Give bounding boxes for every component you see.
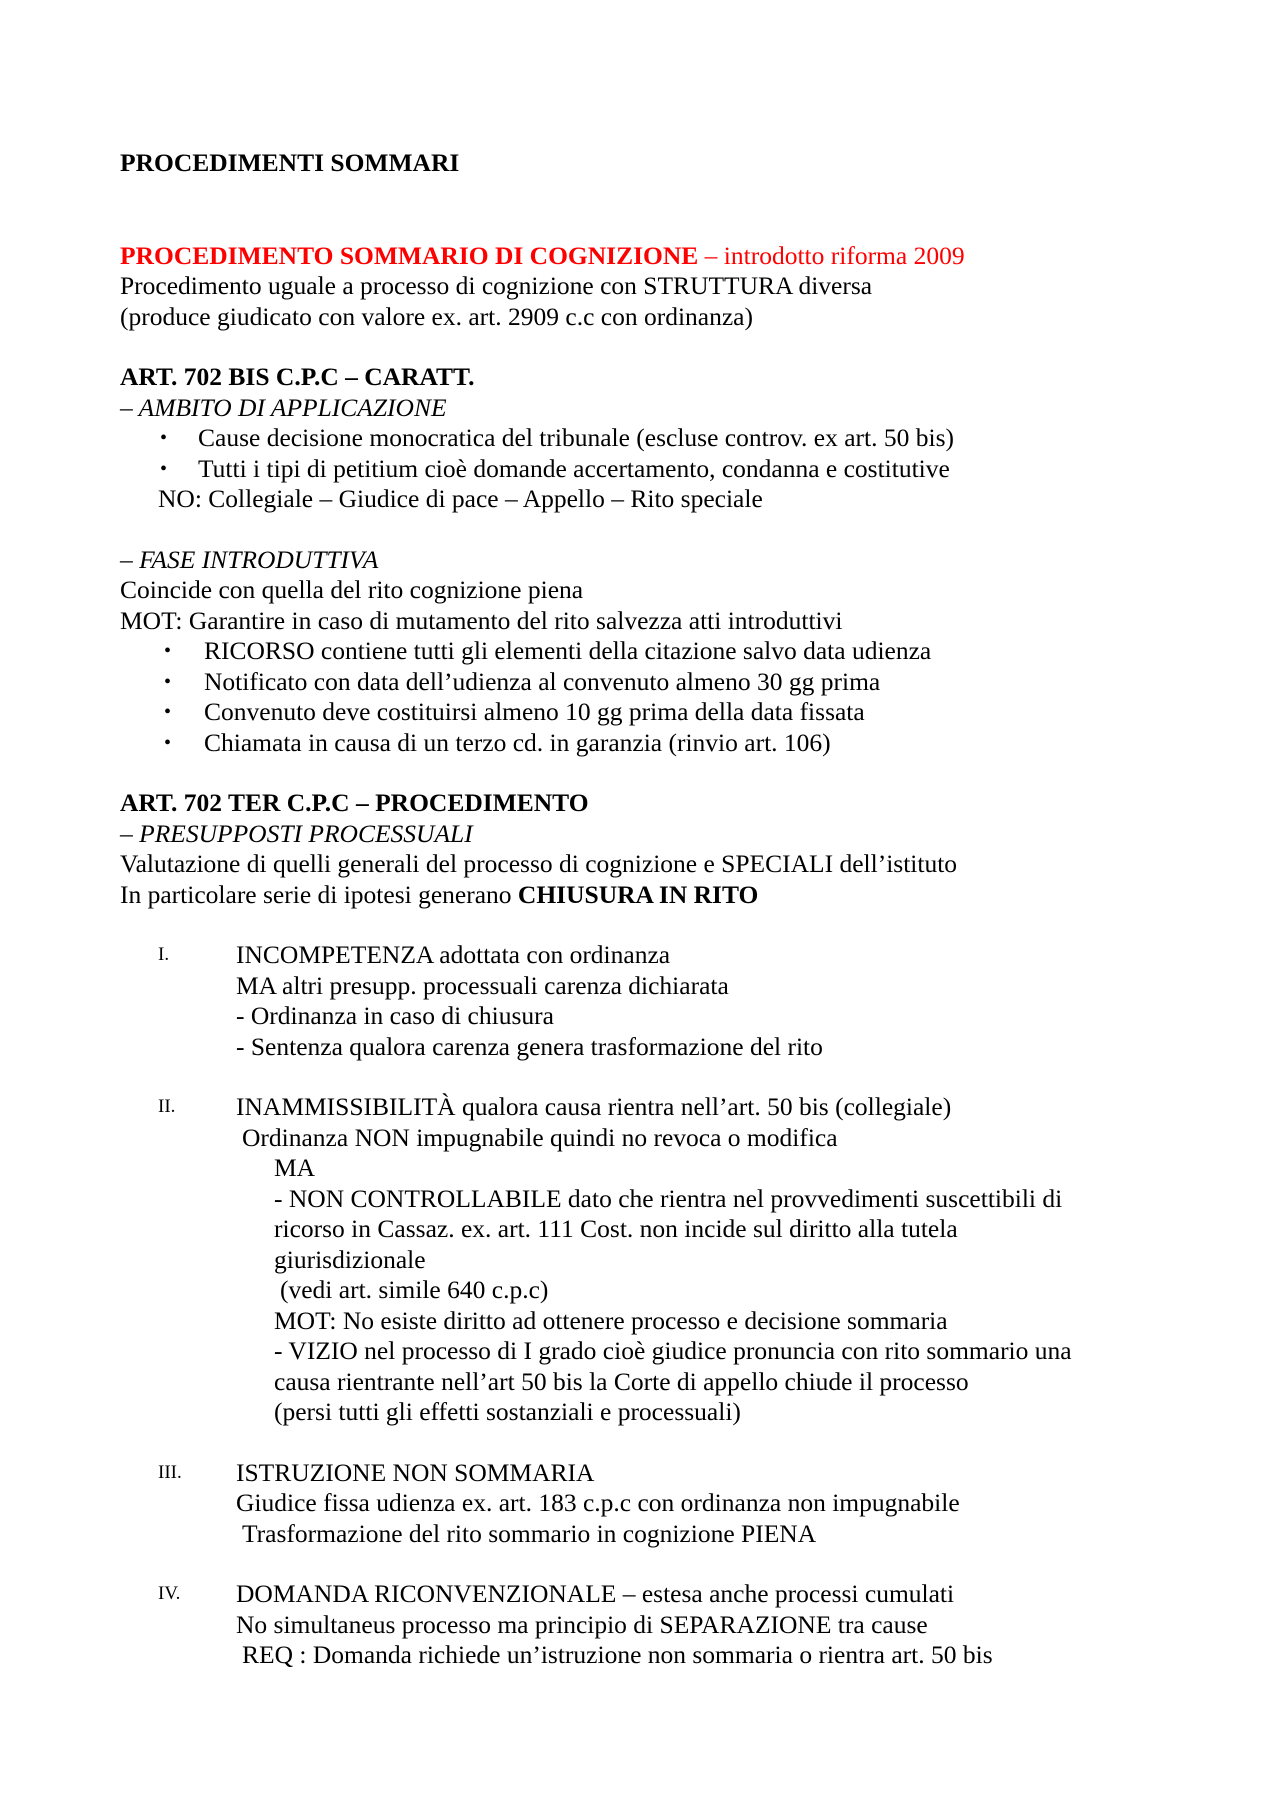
list-item-text: Cause decisione monocratica del tribunale (escluse controv. ex art. 50 bis) <box>198 423 954 452</box>
list-item <box>120 423 1160 454</box>
text-line: - Sentenza qualora carenza genera trasformazione del rito <box>236 1031 823 1061</box>
text-line: giurisdizionale <box>274 1244 426 1274</box>
text-line: REQ : Domanda richiede un’istruzione non sommaria o rientra art. 50 bis <box>242 1640 993 1669</box>
section-heading-bold: PROCEDIMENTO SOMMARIO DI COGNIZIONE <box>120 240 699 270</box>
document-title: PROCEDIMENTI SOMMARI <box>120 148 460 177</box>
text-line: MOT: No esiste diritto ad ottenere processo e decisione sommaria <box>274 1305 948 1335</box>
text-line: - NON CONTROLLABILE dato che rientra nel provvedimenti suscettibili di <box>274 1183 1063 1213</box>
text-line: MA <box>274 1153 316 1182</box>
list-item <box>120 697 1160 728</box>
roman-item-head: DOMANDA RICONVENZIONALE – estesa anche processi cumulati <box>236 1579 955 1608</box>
list-item <box>120 636 1160 667</box>
roman-numeral: IV. <box>158 1583 181 1604</box>
list-item-text: Convenuto deve costituirsi almeno 10 gg prima della data fissata <box>204 697 865 726</box>
list-item-text: Notificato con data dell’udienza al convenuto almeno 30 gg prima <box>204 666 881 696</box>
bullet-icon: • <box>164 670 172 693</box>
list-item <box>120 454 1160 485</box>
list-item-text: RICORSO contiene tutti gli elementi della citazione salvo data udienza <box>204 636 932 665</box>
text-line: - Ordinanza in caso di chiusura <box>236 1001 554 1030</box>
bullet-icon: • <box>164 731 172 754</box>
chiusura-prefix: In particolare serie di ipotesi generano <box>120 879 518 909</box>
roman-item-4 <box>120 1579 1160 1671</box>
bullet-icon: • <box>160 457 168 480</box>
text-line: MOT: Garantire in caso di mutamento del rito salvezza atti introduttivi <box>120 605 843 635</box>
fase-label: – FASE INTRODUTTIVA <box>120 544 379 574</box>
text-line: causa rientrante nell’art 50 bis la Corte di appello chiude il processo <box>274 1366 969 1396</box>
text-line: (vedi art. simile 640 c.p.c) <box>280 1275 549 1304</box>
roman-item-1 <box>120 940 1160 1062</box>
roman-numeral: I. <box>158 944 170 965</box>
art-702-bis-heading: ART. 702 BIS C.P.C – CARATT. <box>120 362 475 391</box>
ambito-label: – AMBITO DI APPLICAZIONE <box>120 392 447 422</box>
text-line: Coincide con quella del rito cognizione piena <box>120 575 584 604</box>
roman-item-head: INCOMPETENZA adottata con ordinanza <box>236 940 671 969</box>
text-line: Ordinanza NON impugnabile quindi no revoca o modifica <box>242 1122 838 1152</box>
ambito-no-line: NO: Collegiale – Giudice di pace – Appello – Rito speciale <box>158 484 763 513</box>
chiusura-bold: CHIUSURA IN RITO <box>517 879 759 909</box>
text-line: Valutazione di quelli generali del processo di cognizione e SPECIALI dell’istituto <box>120 849 958 878</box>
text-line: Procedimento uguale a processo di cognizione con STRUTTURA diversa <box>120 271 873 300</box>
text-line: Giudice fissa udienza ex. art. 183 c.p.c con ordinanza non impugnabile <box>236 1488 960 1517</box>
section-heading-rest: – introdotto riforma 2009 <box>698 240 965 270</box>
roman-item-2 <box>120 1092 1160 1428</box>
text-line: - VIZIO nel processo di I grado cioè giudice pronuncia con rito sommario una <box>274 1336 1072 1365</box>
list-item-text: Tutti i tipi di petitium cioè domande accertamento, condanna e costitutive <box>198 453 950 483</box>
list-item <box>120 667 1160 698</box>
list-item-text: Chiamata in causa di un terzo cd. in garanzia (rinvio art. 106) <box>204 727 831 757</box>
art-702-ter-heading: ART. 702 TER C.P.C – PROCEDIMENTO <box>120 788 589 817</box>
text-line: (produce giudicato con valore ex. art. 2909 c.c con ordinanza) <box>120 301 753 331</box>
chiusura-line <box>120 880 1160 911</box>
bullet-icon: • <box>164 640 172 662</box>
bullet-icon: • <box>164 701 172 723</box>
roman-item-head: ISTRUZIONE NON SOMMARIA <box>236 1457 595 1487</box>
section-heading-sommario <box>120 241 1160 272</box>
fase-bullet-list <box>120 636 1160 758</box>
roman-item-3 <box>120 1458 1160 1550</box>
text-line: (persi tutti gli effetti sostanziali e processuali) <box>274 1397 741 1426</box>
roman-item-head: INAMMISSIBILITÀ qualora causa rientra nell’art. 50 bis (collegiale) <box>236 1092 952 1121</box>
text-line: MA altri presupp. processuali carenza dichiarata <box>236 970 729 1000</box>
text-line: ricorso in Cassaz. ex. art. 111 Cost. non incide sul diritto alla tutela <box>274 1214 958 1243</box>
text-line: Trasformazione del rito sommario in cognizione PIENA <box>242 1518 817 1548</box>
list-item <box>120 728 1160 759</box>
presupposti-label: – PRESUPPOSTI PROCESSUALI <box>120 818 473 848</box>
text-line: No simultaneus processo ma principio di SEPARAZIONE tra cause <box>236 1609 928 1639</box>
roman-numeral: II. <box>158 1096 176 1117</box>
bullet-icon: • <box>160 427 168 449</box>
ambito-bullet-list <box>120 423 1160 484</box>
roman-numeral: III. <box>158 1461 182 1483</box>
